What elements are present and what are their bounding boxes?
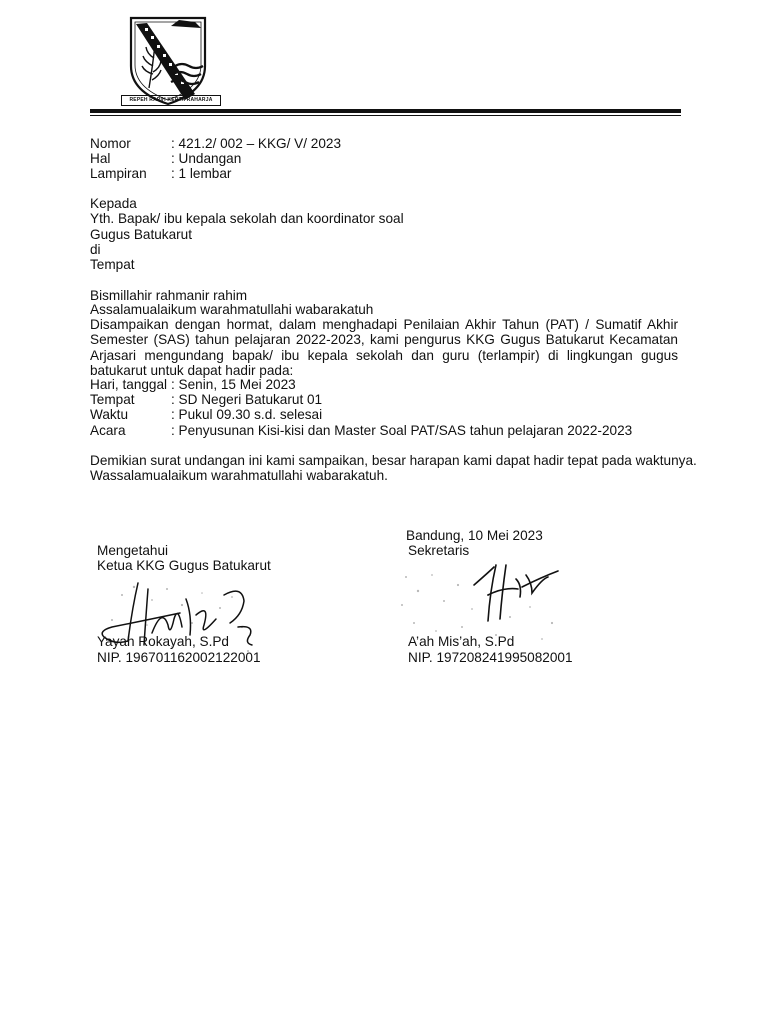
logo-motto-ribbon: REPEH RAPIH KERTA RAHARJA [121, 95, 221, 106]
left-sign-position: Ketua KKG Gugus Batukarut [97, 558, 271, 573]
nomor-label: Nomor [90, 136, 131, 151]
opening-bismillah: Bismillahir rahmanir rahim [90, 288, 248, 303]
right-signer-nip: NIP. 197208241995082001 [408, 650, 573, 665]
event-day-value: : Senin, 15 Mei 2023 [171, 377, 296, 392]
event-agenda-label: Acara [90, 423, 126, 438]
regency-crest-icon [127, 14, 209, 106]
nomor-value: : 421.2/ 002 – KKG/ V/ 2023 [171, 136, 342, 151]
recipient-di: di [90, 242, 101, 257]
right-signer-name: A’ah Mis’ah, S.Pd [408, 634, 515, 649]
right-sign-title: Sekretaris [408, 543, 470, 558]
event-place-value: : SD Negeri Batukarut 01 [171, 392, 323, 407]
event-day-label: Hari, tanggal [90, 377, 168, 392]
event-place-label: Tempat [90, 392, 135, 407]
recipient-group: Gugus Batukarut [90, 227, 193, 242]
event-time-label: Waktu [90, 407, 129, 422]
right-place-date: Bandung, 10 Mei 2023 [406, 528, 543, 543]
closing-salam: Wassalamualaikum warahmatullahi wabarakatuh. [90, 468, 388, 483]
left-signer-name: Yayah Rokayah, S.Pd [97, 634, 229, 649]
letterhead-rule-thick [90, 109, 681, 113]
intro-paragraph: Disampaikan dengan hormat, dalam menghadapi Penilaian Akhir Tahun (PAT) / Sumatif Akhir Semester (SAS) tahun pelajaran 2022-2023, kami pengurus KKG Gugus Batukarut Kecamatan Arjasari mengundang bapak/ ibu kepala sekolah dan guru (terlampir) di lingkungan gugus batukarut untuk dapat hadir pada: [90, 317, 678, 379]
event-agenda-value: : Penyusunan Kisi-kisi dan Master Soal PAT/SAS tahun pelajaran 2022-2023 [171, 423, 633, 438]
left-sign-title: Mengetahui [97, 543, 169, 558]
hal-label: Hal [90, 151, 111, 166]
recipient-kepada: Kepada [90, 196, 137, 211]
recipient-addressee: Yth. Bapak/ ibu kepala sekolah dan koordinator soal [90, 211, 404, 226]
hal-value: : Undangan [171, 151, 242, 166]
letterhead-rule-thin [90, 115, 681, 116]
event-time-value: : Pukul 09.30 s.d. selesai [171, 407, 323, 422]
left-signer-nip: NIP. 196701162002122001 [97, 650, 261, 665]
recipient-place: Tempat [90, 257, 135, 272]
lampiran-value: : 1 lembar [171, 166, 232, 181]
lampiran-label: Lampiran [90, 166, 147, 181]
opening-salam: Assalamualaikum warahmatullahi wabarakatuh [90, 302, 374, 317]
closing-line: Demikian surat undangan ini kami sampaikan, besar harapan kami dapat hadir tepat pada waktunya. [90, 453, 697, 468]
